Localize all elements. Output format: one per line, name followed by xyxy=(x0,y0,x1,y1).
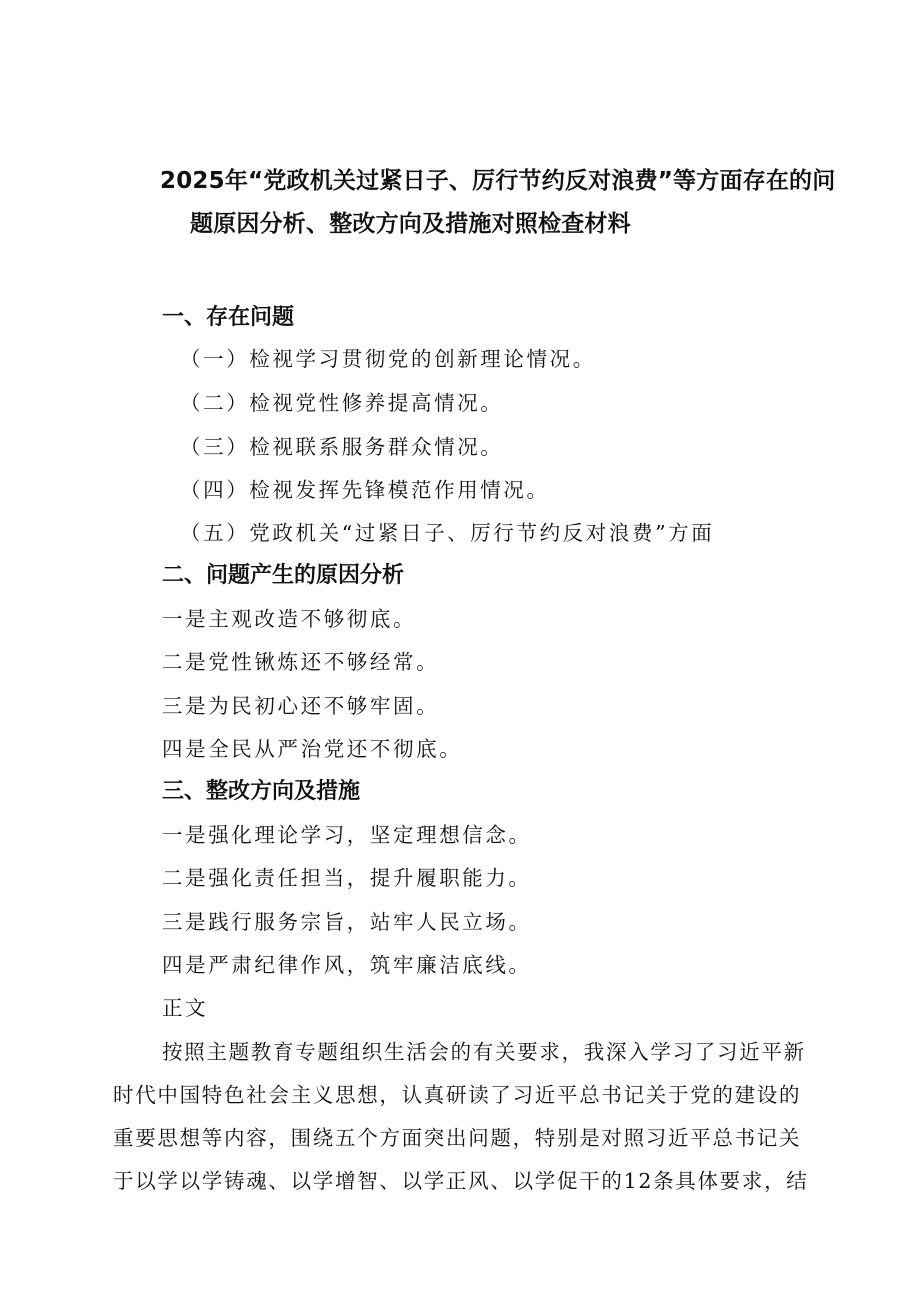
problem-item: （三）检视联系服务群众情况。 xyxy=(180,435,504,459)
section-heading-problems: 一、存在问题 xyxy=(162,305,295,330)
section-heading-measures: 三、整改方向及措施 xyxy=(162,779,361,804)
problem-item: （四）检视发挥先锋模范作用情况。 xyxy=(180,478,550,502)
body-paragraph-line: 于以学以学铸魂、以学增智、以学正风、以学促干的12条具体要求，结 xyxy=(113,1169,809,1193)
cause-item: 二是党性锹炼还不够经常。 xyxy=(162,650,440,674)
cause-item: 四是全民从严治党还不彻底。 xyxy=(162,737,463,761)
document-title-line-1: 2025年“党政机关过紧日子、厉行节约反对浪费”等方面存在的问 xyxy=(160,168,836,194)
body-label: 正文 xyxy=(162,996,209,1020)
measure-item: 一是强化理论学习，坚定理想信念。 xyxy=(162,823,532,847)
document-title-line-2: 题原因分析、整改方向及措施对照检查材料 xyxy=(190,211,631,237)
problem-item: （二）检视党性修养提高情况。 xyxy=(180,391,504,415)
problem-item: （五）党政机关“过紧日子、厉行节约反对浪费”方面 xyxy=(180,521,715,545)
measure-item: 四是严肃纪律作风，筑牢廉洁底线。 xyxy=(162,953,532,977)
body-paragraph-line: 按照主题教育专题组织生活会的有关要求，我深入学习了习近平新 xyxy=(162,1040,806,1064)
problem-item: （一）检视学习贯彻党的创新理论情况。 xyxy=(180,347,596,371)
measure-item: 三是践行服务宗旨，站牢人民立场。 xyxy=(162,910,532,934)
measure-item: 二是强化责任担当，提升履职能力。 xyxy=(162,866,532,890)
section-heading-causes: 二、问题产生的原因分析 xyxy=(162,563,405,588)
cause-item: 一是主观改造不够彻底。 xyxy=(162,607,417,631)
cause-item: 三是为民初心还不够牢固。 xyxy=(162,694,440,718)
body-paragraph-line: 重要思想等内容，围绕五个方面突出问题，特别是对照习近平总书记关 xyxy=(113,1126,802,1150)
body-paragraph-line: 时代中国特色社会主义思想，认真研读了习近平总书记关于党的建设的 xyxy=(113,1083,802,1107)
